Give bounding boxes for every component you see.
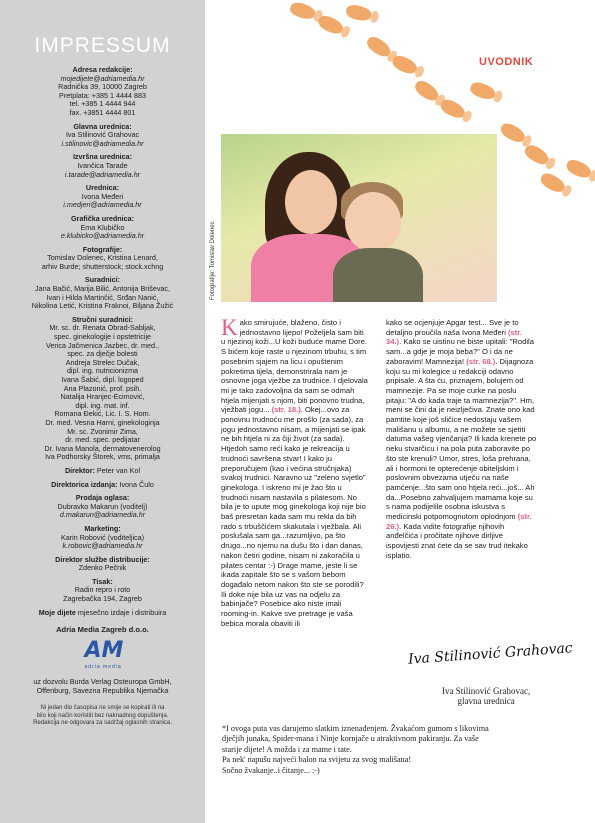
editor-role: glavna urednica (457, 696, 515, 706)
section-line: Zagrebačka 194, Zagreb (63, 594, 142, 604)
note-line: starije dijete! A možda i za mame i tate. (222, 744, 352, 754)
section-line: Dr. med. Vesna Harni, ginekologinja (45, 417, 160, 427)
footer-line: bilo koji način koristiti bez naknadnog dopuštenja. (36, 712, 169, 719)
section-heading: Tisak: (92, 576, 113, 586)
editor-signature: Iva Stilinović Grahovac (407, 640, 574, 668)
impressum-section (10, 153, 195, 179)
section-line: Nikolina Letić, Kristina Fraknoi, Biljana Žužić (31, 301, 174, 311)
footer-line: Redakcija ne odgovara za sadržaj oglasnih stranica. (33, 720, 172, 727)
editor-signature-block (442, 686, 530, 706)
section-line: Radin repro i roto (74, 585, 131, 595)
section-line: dr. med. spec. pedijatar (65, 435, 140, 445)
mother-child-photo (221, 134, 497, 302)
article-text: . Kako se uistinu ne biste upitali: "Rodila sam...a gdje je moja beba?" O i da ne zaboravim! Mamnezija! (386, 337, 534, 366)
inline-label: Direktor: (64, 465, 97, 475)
section-line: Tomislav Dolenec, Kristina Lenard, (47, 253, 158, 263)
section-line: Verica Jačmenica Jazbec, dr. med., (45, 340, 160, 350)
impressum-section (10, 276, 195, 310)
copyright-note (10, 705, 195, 727)
inline-label: Direktorica izdanja: (51, 479, 120, 489)
article-text: ako smirujuće, blaženo, čisto i jednostavno lijepo! Poželjela sam biti u njezinoj koži...U koži buduće mame Dore. S bićem koje raste u njezinom trbuhu, s tim posebnim sjajem na licu i opuštenim pokretima tijela, demonstrirala nam je osnovne joga vježbe za trudnice. I djelovala mi je tako zadovoljna da sam se odmah htjela mijenjati s njom, biti ponovno trudna, vježbati jogu... (221, 318, 368, 415)
section-line: e.klubicko@adriamedia.hr (60, 231, 145, 241)
section-label: UVODNIK (479, 56, 534, 68)
footprint-icon (522, 142, 551, 168)
footer-line: Ni jedan dio časopisa ne smije se kopirati ili na (40, 705, 165, 712)
section-line: tel. +385 1 4444 944 (69, 99, 136, 109)
impressum-section (10, 578, 195, 604)
section-line: Pretplata: +385 1 4444 883 (59, 90, 146, 100)
section-line: i.medjeri@adriamedia.hr (63, 200, 142, 210)
frequency-text: mjesečno izdaje i distribuira (77, 607, 167, 617)
adria-media-logo (83, 638, 124, 671)
impressum-inline-item (10, 481, 195, 490)
article-column-1 (221, 315, 368, 629)
section-line: Dubravko Makarun (voditelj) (57, 501, 148, 511)
impressum-section (10, 525, 195, 551)
section-line: Jana Bačić, Marija Bilić, Antonija Briševac, (34, 284, 171, 294)
section-line: Iva Stilinović Grahovac (65, 130, 140, 140)
article-text: . Okej...ovo za ponovnu trudnoću me prošlo (za sada), za jogu jednostavno nisam, a mijenjati se ipak ne bih htjela ni za čiji život (za sada). Htjedoh samo reći kako je rekreacija u trudnoći savršena stvar! I kako ju preporučujem (kao i većina stručnjaka) svakoj trudnici. Naravno uz "zeleno svjetlo" ginekologa. I iskreno mi je žao što u trudnoći nisam nastavila s pilatesom. No bila je to upute mog ginekologa koji nije bio baš presretan kada sam mu rekla da bih rado s trbuščićem skakutala i vježbala. Ali poslušala sam ga...razumljivo, pa što drugo...no njemu na dušu što i dan danas, nakon četiri godine, nisam ni zakoračila u pilates centar :-) Drage mame, jeste li se ikada zapitale što se s vašom bebom događalo netom nakon što ste se porodili? Ili doke nije bila uz vas na odjelu za babinjače? Posebice ako niste imali rooming-in. Kakve sve pretrage je vaša bebica morala obaviti ili (221, 405, 366, 628)
impressum-inline-item (10, 467, 195, 476)
page-reference: (str. 26.) (386, 512, 532, 531)
impressum-inline (10, 467, 195, 489)
impressum-title: IMPRESSUM (34, 34, 171, 57)
impressum-section (10, 123, 195, 149)
section-line: Ana Plazonić, prof. psih. (63, 383, 142, 393)
logo-subtext: adria media (84, 664, 122, 671)
page-reference: (str. 34.) (386, 327, 522, 347)
impressum-section (10, 556, 195, 573)
section-heading: Prodaja oglasa: (75, 493, 130, 503)
impressum-section (10, 494, 195, 520)
footprint-icon (364, 34, 393, 60)
section-line: dipl. ing. nutricionizma (66, 366, 139, 376)
note-line: Pa nek' napušu najveći balon na svijetu za svog mališana! (222, 755, 412, 765)
partner-note (10, 678, 195, 695)
impressum-sections-2 (10, 494, 195, 604)
section-line: spec. za dječje bolesti (67, 349, 138, 359)
article-text: . Kada vidite fotografije njihovih anđelčića i pročitate njihove dirljive ispovijesti znat ćete da se sav trud itekako isplatio. (386, 521, 528, 560)
section-line: d.makarun@adriamedia.hr (59, 510, 146, 520)
section-line: Mr. sc. Zvonimir Zima, (67, 426, 138, 436)
footprint-icon (288, 0, 317, 21)
section-heading: Stručni suradnici: (71, 314, 134, 324)
section-heading: Izvršna urednica: (72, 152, 133, 162)
section-line: i.stilinovic@adriamedia.hr (61, 138, 144, 148)
section-line: Mr. sc. dr. Renata Obrad-Sabljak, (49, 323, 156, 333)
footprint-icon (538, 170, 568, 195)
frequency-label: Moje dijete (38, 607, 76, 617)
section-line: Zdenko Pečnik (78, 563, 127, 573)
section-line: Ivana Šabić, dipl. logoped (61, 375, 144, 384)
footprint-icon (345, 3, 374, 23)
note-line: dječjih junaka, Spider-mana i Ninje kornjače u atraktivnom pakiranju. Za vaše (222, 734, 479, 744)
section-line: Karin Robović (voditeljica) (60, 532, 145, 542)
publisher-name: Adria Media Zagreb d.o.o. (56, 625, 149, 635)
section-heading: Marketing: (84, 523, 121, 533)
partner-line: uz dozvolu Burda Verlag Osteuropa GmbH, (33, 677, 172, 687)
footprint-icon (468, 80, 497, 102)
section-line: Andreja Strelec Dučak, (65, 357, 140, 367)
section-line: Dr. Ivana Manola, dermatovenerolog (44, 443, 161, 453)
impressum-section (10, 316, 195, 462)
article-column-2 (386, 318, 537, 561)
section-heading: Direktor službe distribucije: (55, 554, 150, 564)
footprint-icon (498, 120, 528, 145)
drop-cap: K (221, 315, 238, 340)
section-heading: Grafička urednica: (70, 213, 135, 223)
section-line: Ivančica Tarade (77, 160, 128, 170)
section-line: Iva Podhorsky Štorek, vms, primalja (45, 452, 160, 462)
editor-name: Iva Stilinović Grahovac, (442, 686, 531, 696)
gift-note (222, 724, 562, 776)
section-heading: Adresa redakcije: (72, 65, 133, 74)
page-reference: (str. 68.) (466, 356, 496, 366)
inline-value: Ivona Čulo (119, 479, 154, 489)
impressum-section (10, 246, 195, 272)
footprint-icon (438, 97, 468, 122)
section-heading: Suradnici: (84, 275, 121, 285)
section-line: mojedijete@adriamedia.hr (60, 73, 145, 83)
section-heading: Fotografije: (82, 244, 123, 254)
inline-value: Peter van Kol (96, 465, 141, 475)
section-line: arhiv Burde; shutterstock; stock.xchng (41, 261, 164, 271)
section-heading: Urednica: (85, 183, 120, 193)
section-line: Ivan i Hilda Martinčić, Srđan Nanić, (46, 292, 159, 302)
section-line: Radnička 39, 10000 Zagreb (58, 82, 147, 92)
section-line: Natalija Hranjec-Ecimović, (60, 392, 145, 402)
section-line: Ivona Međeri (81, 191, 124, 201)
section-line: Romana Đekić, Lic. I. S. Hom. (54, 409, 151, 419)
section-line: k.robovic@adriamedia.hr (62, 541, 143, 551)
note-line: *I ovoga puta vas darujemo slatkim iznenađenjem. Žvakaćom gumom s likovima (222, 724, 489, 733)
frequency-line (10, 609, 195, 618)
section-line: fax. +3851 4444 801 (69, 107, 136, 117)
footprint-icon (412, 78, 441, 104)
section-line: dipl. ing. mat. inf. (75, 400, 130, 410)
impressum-section (10, 215, 195, 241)
photo-credit: Fotografije: Tomislav Dolenec (210, 221, 216, 300)
footprint-icon (390, 53, 419, 77)
page-reference: (str. 18.) (271, 405, 301, 415)
section-line: i.tarade@adriamedia.hr (64, 169, 141, 179)
impressum-section (10, 66, 195, 118)
impressum-section (10, 184, 195, 210)
article-text: kako se ocjenjuje Apgar test... Sve je to detaljno proučila naša Ivona Međeri (386, 318, 519, 337)
footprint-icon (316, 13, 345, 37)
footprint-icon (564, 157, 593, 181)
impressum-sidebar (0, 0, 205, 823)
impressum-sections (10, 66, 195, 462)
section-line: Ema Klubičko (80, 222, 125, 232)
note-line: Sočno žvakanje..i čitanje... :-) (222, 765, 320, 775)
logo-mark: AM (84, 638, 124, 664)
section-heading: Glavna urednica: (73, 121, 132, 131)
article-text: . Dijagnoza koju su mi kolegice u redakciji odavno pripisale. A šta ću, priznajem, bolujem od mamnezije. Pa se moje curke na poslu pitaju: "A do kada traje ta mamnezija?". Hm, meni se čini da je neizlječiva. Znate ono kad pamtite koje još sličice nedostaju vašem mališanu u albumu, a ne možete se sjetiti datuma vašeg vjenčanja? Ili kada krenete po neku stvarčicu i na pola puta zaboravite po što ste krenuli? Umor, stres, loša prehrana, ali i hormoni te opterećenje obiteljskim i poslovnim obvezama utječu na naše pamćenje...što sam ono htjela reći...još... Ah da...Posebno zahvaljujem mamama koje su s nama podijelile osobna iskustva s medicinski potpomognutom oplodnjom (386, 356, 537, 522)
partner-line: Offenburg, Savezna Republika Njemačka (36, 685, 169, 695)
section-line: spec. ginekologije i opstetricije (53, 332, 152, 342)
